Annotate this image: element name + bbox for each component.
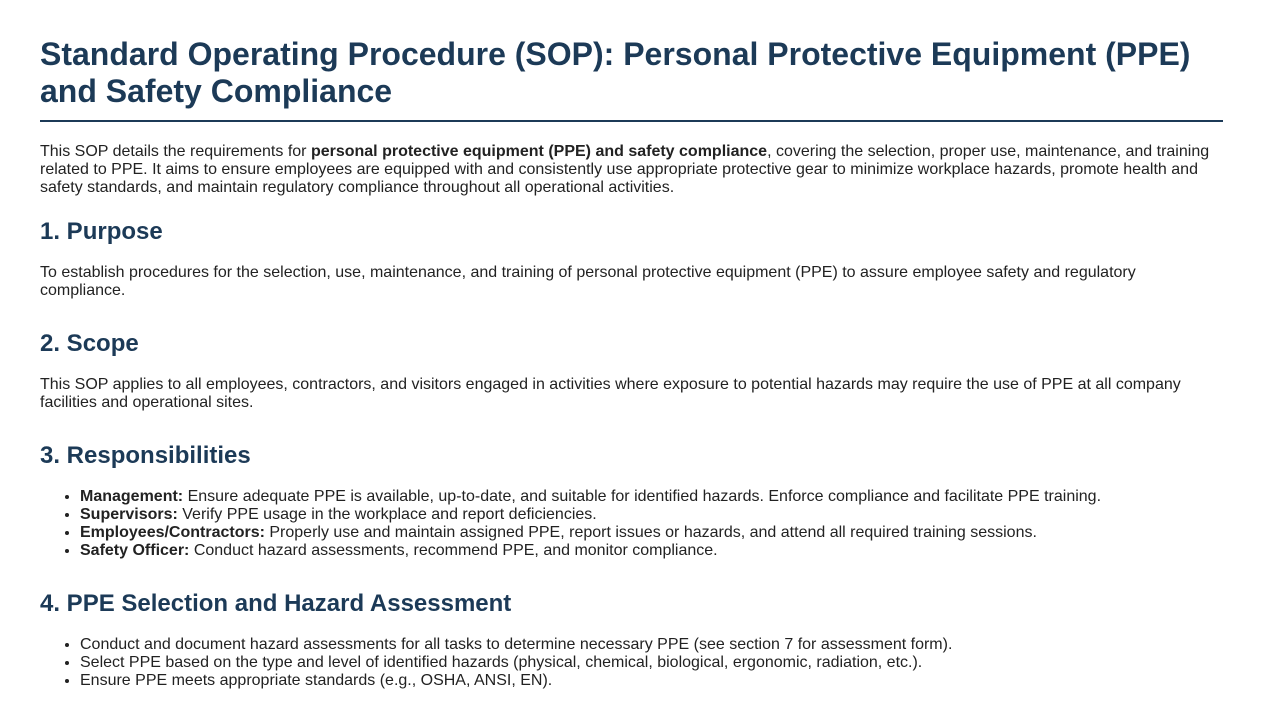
role-description: Ensure adequate PPE is available, up-to-date, and suitable for identified hazards. Enforce compliance and facilitate PPE training. [183,488,1102,505]
role-description: Properly use and maintain assigned PPE, report issues or hazards, and attend all required training sessions. [264,524,1037,541]
list-item [80,488,1223,506]
intro-text-start: This SOP details the requirements for [40,143,311,160]
ppe-selection-list [40,636,1223,690]
purpose-text: To establish procedures for the selection, use, maintenance, and training of personal protective equipment (PPE) to assure employee safety and regulatory compliance. [40,264,1136,299]
intro-text-end: , covering the selection, proper use, maintenance, and training related to PPE. It aims to ensure employees are equipped with and consistently use appropriate protective gear to minimize workplace hazards, promote health and safety standards, and maintain regulatory compliance throughout all operational activities. [40,143,1210,196]
list-item: • Ensure PPE meets appropriate standards (e.g., OSHA, ANSI, EN). [80,672,1223,690]
scope-heading: 2. Scope [40,330,139,357]
ppe-selection-heading: 4. PPE Selection and Hazard Assessment [40,590,512,617]
role-label: Management: [80,488,184,505]
list-item [80,506,1223,524]
list-item: • Select PPE based on the type and level of identified hazards (physical, chemical, biological, ergonomic, radiation, etc.). [80,654,1223,672]
role-label: Employees/Contractors: [80,524,265,541]
intro-text-bold: personal protective equipment (PPE) and safety compliance [310,143,768,160]
list-item: • Conduct and document hazard assessments for all tasks to determine necessary PPE (see section 7 for assessment form). [80,636,1223,654]
role-description: Verify PPE usage in the workplace and report deficiencies. [177,506,597,523]
list-item [80,542,1223,560]
role-label: Supervisors: [80,506,178,523]
responsibilities-heading: 3. Responsibilities [40,442,251,469]
purpose-heading: 1. Purpose [40,218,163,245]
role-description: Conduct hazard assessments, recommend PPE, and monitor compliance. [189,542,718,559]
intro-paragraph [40,143,1223,197]
document-title: Standard Operating Procedure (SOP): Personal Protective Equipment (PPE) and Safety Compliance [40,36,1223,122]
list-item [80,524,1223,542]
role-label: Safety Officer: [80,542,190,559]
scope-text: This SOP applies to all employees, contractors, and visitors engaged in activities where exposure to potential hazards may require the use of PPE at all company facilities and operational sites. [40,376,1181,411]
responsibilities-list [40,488,1223,560]
